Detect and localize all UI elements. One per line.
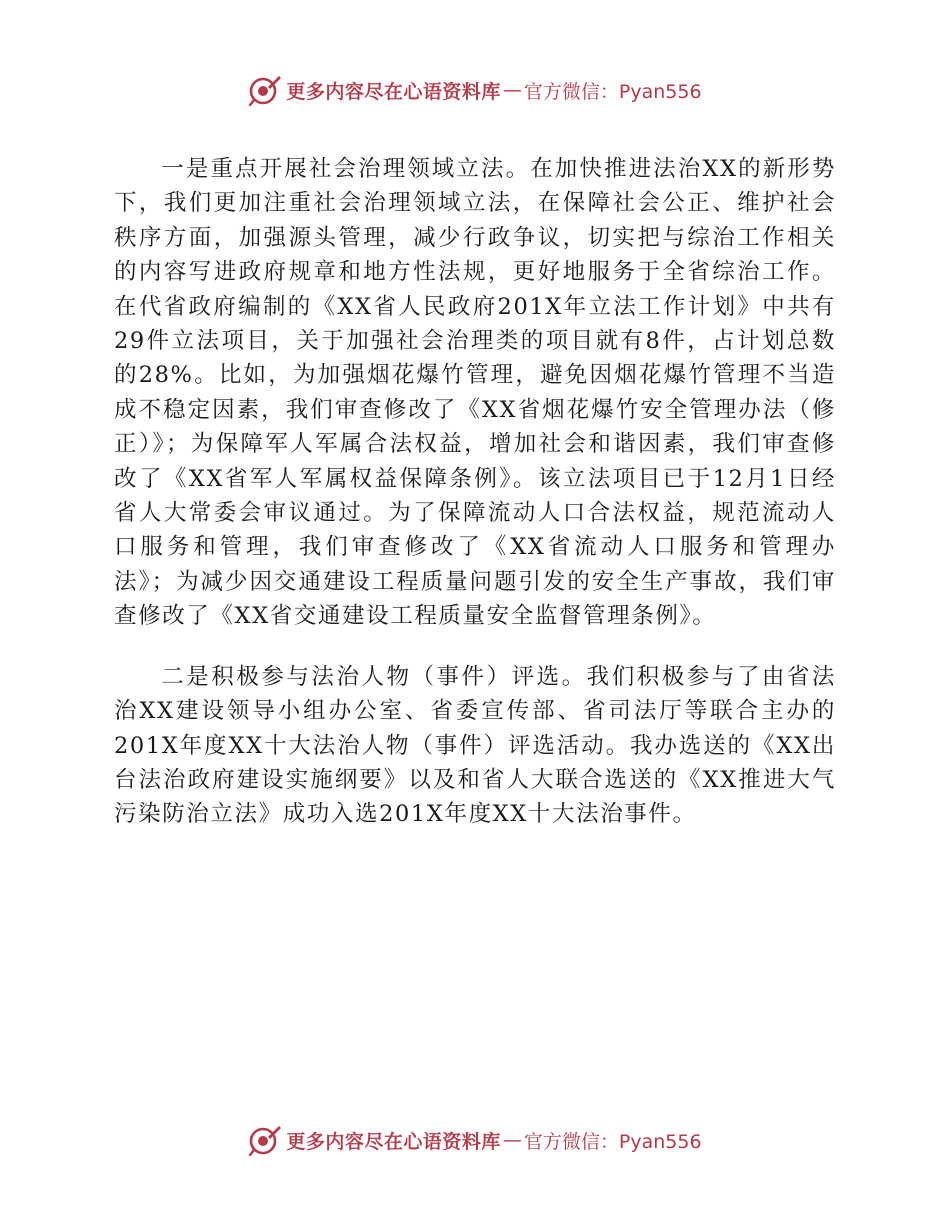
- paragraph-1: 一是重点开展社会治理领域立法。在加快推进法治XX的新形势下，我们更加注重社会治理领域立法，在保障社会公正、维护社会秩序方面，加强源头管理，减少行政争议，切实把与综治工作相关的内容写进政府规章和地方性法规，更好地服务于全省综治工作。在代省政府编制的《XX省人民政府201X年立法工作计划》中共有29件立法项目，关于加强社会治理类的项目就有8件，占计划总数的28%。比如，为加强烟花爆竹管理，避免因烟花爆竹管理不当造成不稳定因素，我们审查修改了《XX省烟花爆竹安全管理办法（修正）》；为保障军人军属合法权益，增加社会和谐因素，我们审查修改了《XX省军人军属权益保障条例》。该立法项目已于12月1日经省人大常委会审议通过。为了保障流动人口合法权益，规范流动人口服务和管理，我们审查修改了《XX省流动人口服务和管理办法》；为减少因交通建设工程质量问题引发的安全生产事故，我们审查修改了《XX省交通建设工程质量安全监督管理条例》。: [114, 156, 836, 630]
- document-body: [114, 152, 836, 832]
- banner-wechat: 官方微信：Pyan556: [523, 80, 702, 103]
- paragraph-2: 二是积极参与法治人物（事件）评选。我们积极参与了由省法治XX建设领导小组办公室、省委宣传部、省司法厅等联合主办的201X年度XX十大法治人物（事件）评选活动。我办选送的《XX出台法治政府建设实施纲要》以及和省人大联合选送的《XX推进大气污染防治立法》成功入选201X年度XX十大法治事件。: [114, 663, 836, 828]
- banner-title: 更多内容尽在心语资料库: [286, 80, 501, 103]
- banner-wechat: 官方微信：Pyan556: [523, 1130, 702, 1153]
- pen-logo-icon: [248, 73, 282, 107]
- pen-logo-icon: [248, 1123, 282, 1157]
- banner-separator: —: [502, 79, 522, 101]
- banner-separator: —: [502, 1129, 522, 1151]
- footer-banner: [0, 1120, 950, 1160]
- banner-title: 更多内容尽在心语资料库: [286, 1130, 501, 1153]
- header-banner: [0, 70, 950, 110]
